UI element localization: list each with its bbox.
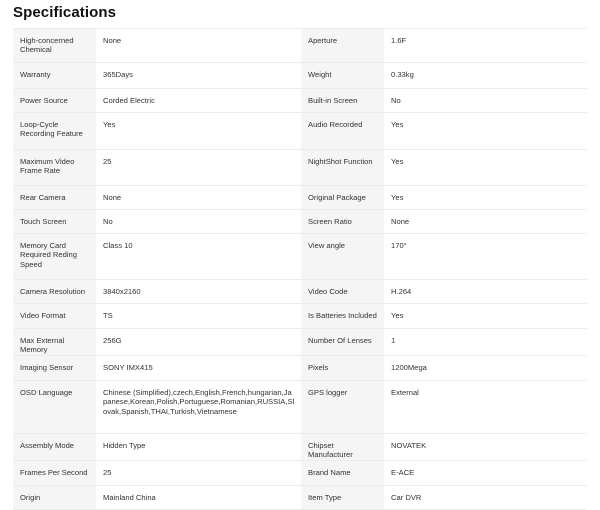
table-row — [13, 113, 587, 150]
table-row — [13, 63, 587, 89]
spec-value: 3840x2160 — [96, 280, 301, 304]
table-row — [13, 380, 587, 433]
spec-value: Corded Electric — [96, 89, 301, 113]
table-row — [13, 433, 587, 460]
table-row — [13, 234, 587, 280]
table-row — [13, 460, 587, 485]
spec-label: Camera Resolution — [13, 280, 96, 304]
spec-value: None — [96, 186, 301, 210]
spec-value: 1 — [384, 329, 587, 356]
spec-value: No — [384, 89, 587, 113]
spec-label: NightShot Function — [301, 150, 384, 186]
spec-label: Number Of Lenses — [301, 329, 384, 356]
spec-value: 1.6F — [384, 29, 587, 63]
spec-label: Chipset Manufacturer — [301, 433, 384, 460]
table-row — [13, 89, 587, 113]
spec-label: Assembly Mode — [13, 433, 96, 460]
spec-label: Maximum Video Frame Rate — [13, 150, 96, 186]
spec-label: Pixels — [301, 355, 384, 380]
spec-value: SONY IMX415 — [96, 355, 301, 380]
spec-value: Yes — [384, 150, 587, 186]
spec-value: 25 — [96, 150, 301, 186]
spec-label: Video Code — [301, 280, 384, 304]
spec-label: Is Batteries Included — [301, 304, 384, 329]
spec-label: Imaging Sensor — [13, 355, 96, 380]
table-row — [13, 355, 587, 380]
table-row — [13, 29, 587, 63]
spec-value: Car DVR — [384, 485, 587, 509]
spec-label: Warranty — [13, 63, 96, 89]
spec-value: 25 — [96, 460, 301, 485]
spec-value: Yes — [384, 304, 587, 329]
spec-value: Yes — [96, 113, 301, 150]
spec-label: Max External Memory — [13, 329, 96, 356]
spec-label: Touch Screen — [13, 210, 96, 234]
table-row — [13, 186, 587, 210]
spec-value: Mainland China — [96, 485, 301, 509]
spec-label: Aperture — [301, 29, 384, 63]
spec-label: Frames Per Second — [13, 460, 96, 485]
spec-value: Hidden Type — [96, 433, 301, 460]
spec-value: External — [384, 380, 587, 433]
spec-label: Item Type — [301, 485, 384, 509]
spec-label: View angle — [301, 234, 384, 280]
table-row — [13, 210, 587, 234]
spec-label: Built-in Screen — [301, 89, 384, 113]
spec-label: GPS logger — [301, 380, 384, 433]
spec-label: Weight — [301, 63, 384, 89]
spec-label: Power Source — [13, 89, 96, 113]
table-row — [13, 280, 587, 304]
table-row — [13, 329, 587, 356]
spec-value: H.264 — [384, 280, 587, 304]
spec-value: 170° — [384, 234, 587, 280]
spec-value: No — [96, 210, 301, 234]
spec-value: 1200Mega — [384, 355, 587, 380]
spec-label: High-concerned Chemical — [13, 29, 96, 63]
spec-value: None — [96, 29, 301, 63]
spec-value: None — [384, 210, 587, 234]
table-row — [13, 150, 587, 186]
spec-label: Original Package — [301, 186, 384, 210]
spec-value: NOVATEK — [384, 433, 587, 460]
spec-label: Video Format — [13, 304, 96, 329]
spec-label: Loop-Cycle Recording Feature — [13, 113, 96, 150]
specifications-table — [13, 28, 587, 510]
spec-value: 256G — [96, 329, 301, 356]
spec-label: OSD Language — [13, 380, 96, 433]
spec-value: TS — [96, 304, 301, 329]
spec-value: Class 10 — [96, 234, 301, 280]
spec-label: Rear Camera — [13, 186, 96, 210]
spec-label: Audio Recorded — [301, 113, 384, 150]
spec-value: Chinese (Simplified),czech,English,French,hungarian,Japanese,Korean,Polish,Portuguese,Romanian,RUSSIA,Slovak,Spanish,THAI,Turkish,Vietnamese — [96, 380, 301, 433]
spec-value: E-ACE — [384, 460, 587, 485]
spec-label: Brand Name — [301, 460, 384, 485]
spec-value: Yes — [384, 113, 587, 150]
spec-value: Yes — [384, 186, 587, 210]
section-title: Specifications — [13, 4, 117, 21]
spec-label: Memory Card Required Reding Speed — [13, 234, 96, 280]
spec-value: 365Days — [96, 63, 301, 89]
spec-label: Origin — [13, 485, 96, 509]
spec-value: 0.33kg — [384, 63, 587, 89]
spec-label: Screen Ratio — [301, 210, 384, 234]
table-row — [13, 304, 587, 329]
table-row — [13, 485, 587, 509]
